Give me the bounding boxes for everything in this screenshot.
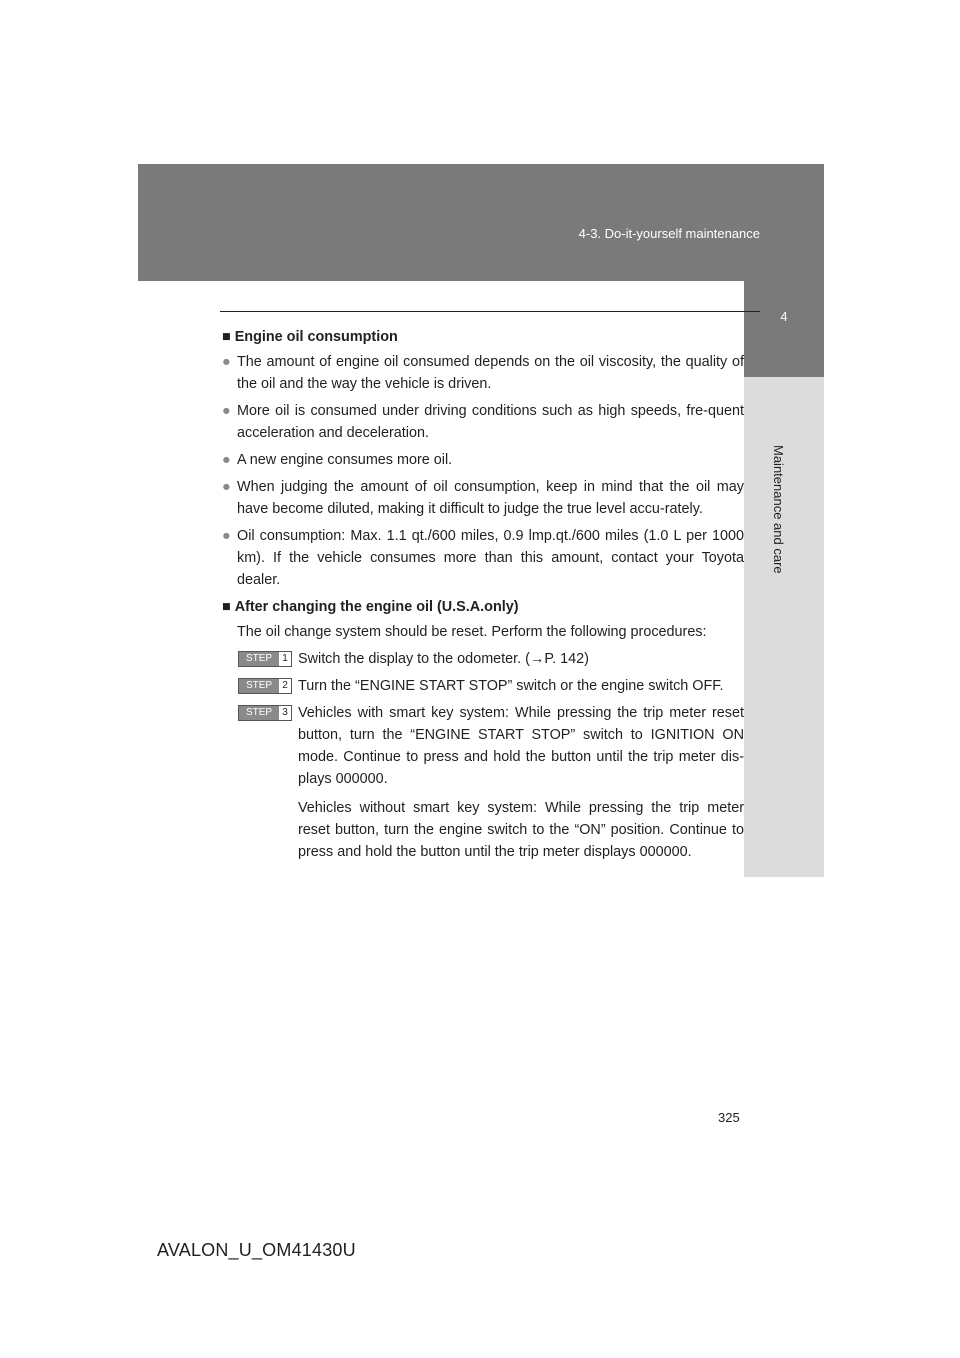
section-title: 4-3. Do-it-yourself maintenance [578,226,760,241]
step-badge [238,651,292,667]
heading-text: Engine oil consumption [234,329,398,345]
square-bullet-icon: ■ [222,329,231,345]
step-item [222,702,744,863]
bullet-item [222,351,744,395]
chapter-number-box [744,281,824,377]
section-heading-after-change [222,596,744,618]
step-badge-number: 1 [279,652,291,666]
bullet-text: A new engine consumes more oil. [237,452,453,468]
main-content [222,326,744,863]
document-code: AVALON_U_OM41430U [157,1240,356,1260]
round-bullet-icon: ● [222,452,231,468]
chapter-title-box [744,377,824,877]
bullet-item [222,400,744,444]
step-badge-word: STEP [239,706,279,720]
step-text: Turn the “ENGINE START STOP” switch or the engine switch OFF. [298,678,724,694]
step-item [222,648,744,670]
square-bullet-icon: ■ [222,599,231,615]
bullet-item [222,476,744,520]
step-text: Vehicles without smart key system: While pressing the trip meter reset button, turn the engine switch to the “ON” position. Continue to press and hold the button until the trip meter displays 000000. [298,800,744,860]
round-bullet-icon: ● [222,479,231,495]
header-band [138,164,824,281]
bullet-item [222,525,744,591]
bullet-text: Oil consumption: Max. 1.1 qt./600 miles, 0.9 lmp.qt./600 miles (1.0 L per 1000 km). If the vehicle consumes more than this amount, contact your Toyota dealer. [237,528,744,588]
bullet-text: The amount of engine oil consumed depends on the oil viscosity, the quality of the oil and the way the vehicle is driven. [237,354,744,392]
chapter-side-tab [744,281,824,877]
heading-text: After changing the engine oil (U.S.A.only) [234,599,519,615]
step-badge-word: STEP [239,652,279,666]
step-text: Switch the display to the odometer. (→P. 142) [298,651,589,667]
procedure-intro: The oil change system should be reset. Perform the following procedures: [237,624,707,640]
round-bullet-icon: ● [222,528,231,544]
bullet-text: When judging the amount of oil consumption, keep in mind that the oil may have become diluted, making it difficult to judge the true level accu-rately. [237,479,744,517]
chapter-number: 4 [780,309,788,324]
page-number: 325 [718,1110,740,1125]
section-heading-oil-consumption [222,326,744,348]
step-badge-number: 3 [279,706,291,720]
round-bullet-icon: ● [222,354,231,370]
step-badge [238,705,292,721]
step-item [222,675,744,697]
step-text: Vehicles with smart key system: While pressing the trip meter reset button, turn the “ENGINE START STOP” switch to IGNITION ON mode. Continue to press and hold the button until the trip meter dis-plays 000000. [298,705,744,787]
bullet-text: More oil is consumed under driving conditions such as high speeds, fre-quent acceleration and deceleration. [237,403,744,441]
step-badge-word: STEP [239,679,279,693]
bullet-item [222,449,744,471]
chapter-title: Maintenance and care [771,445,786,574]
top-rule [220,311,760,312]
round-bullet-icon: ● [222,403,231,419]
step-badge-number: 2 [279,679,291,693]
step-badge [238,678,292,694]
